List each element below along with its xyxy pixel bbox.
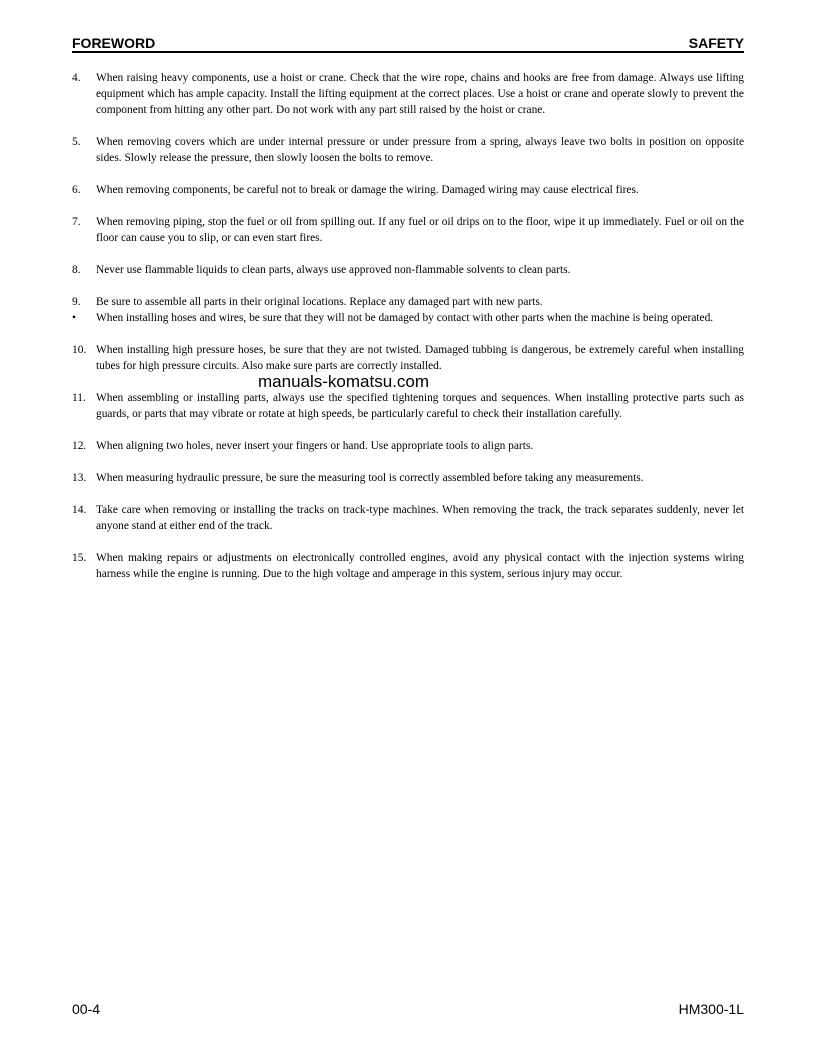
safety-list [72,70,744,582]
item-number: 15. [72,552,87,564]
item-number: 5. [72,136,81,148]
item-number: 6. [72,184,81,196]
list-item [72,182,744,198]
page-number: 00-4 [72,1001,101,1017]
item-text: When making repairs or adjustments on electronically controlled engines, avoid any physical contact with the injection systems wiring harness while the engine is running. Due to the high voltage and amperage in this system, serious injury may occur. [96,552,744,580]
item-number: 13. [72,472,87,484]
watermark: manuals-komatsu.com [258,372,430,391]
bullet-marker: • [72,312,76,324]
item-number: 14. [72,504,87,516]
item-number: 9. [72,296,81,308]
page-header [72,35,744,53]
list-item [72,390,744,422]
item-text: When aligning two holes, never insert your fingers or hand. Use appropriate tools to align parts. [96,440,534,452]
list-item [72,502,744,534]
header-chapter-title: SAFETY [688,35,744,51]
list-item [72,70,744,118]
item-text: Never use flammable liquids to clean parts, always use approved non-flammable solvents to clean parts. [96,264,571,276]
list-item [72,262,744,278]
list-item [72,342,744,374]
list-item-bullet [72,310,744,326]
item-number: 11. [72,392,86,404]
item-text: When installing hoses and wires, be sure that they will not be damaged by contact with other parts when the machine is being operated. [96,312,714,324]
list-item [72,438,744,454]
header-section-title: FOREWORD [72,35,156,51]
item-number: 8. [72,264,81,276]
list-item [72,294,744,310]
item-text: When removing components, be careful not to break or damage the wiring. Damaged wiring may cause electrical fires. [96,184,639,196]
list-item [72,470,744,486]
list-item [72,214,744,246]
list-item [72,134,744,166]
item-text: When removing piping, stop the fuel or oil from spilling out. If any fuel or oil drips on to the floor, wipe it up immediately. Fuel or oil on the floor can cause you to slip, or can even start fires. [96,216,744,244]
model-number: HM300-1L [678,1001,744,1017]
item-text: When installing high pressure hoses, be sure that they are not twisted. Damaged tubbing is dangerous, be extremely careful when installing tubes for high pressure circuits. Also make sure parts are correctly installed. [96,344,744,372]
item-text: Be sure to assemble all parts in their original locations. Replace any damaged part with new parts. [96,296,543,308]
item-number: 4. [72,72,81,84]
item-number: 7. [72,216,81,228]
item-text: Take care when removing or installing the tracks on track-type machines. When removing the track, the track separates suddenly, never let anyone stand at either end of the track. [96,504,744,532]
item-text: When assembling or installing parts, always use the specified tightening torques and sequences. When installing protective parts such as guards, or parts that may vibrate or rotate at high speeds, be particularly careful to check their installation carefully. [96,392,744,420]
item-text: When removing covers which are under internal pressure or under pressure from a spring, always leave two bolts in position on opposite sides. Slowly release the pressure, then slowly loosen the bolts to remove. [96,136,744,164]
list-item [72,550,744,582]
item-text: When raising heavy components, use a hoist or crane. Check that the wire rope, chains and hooks are free from damage. Always use lifting equipment which has ample capacity. Install the lifting equipment at the correct places. Use a hoist or crane and operate slowly to prevent the component from hitting any other part. Do not work with any part still raised by the hoist or crane. [96,72,744,116]
item-number: 12. [72,440,87,452]
item-number: 10. [72,344,87,356]
item-text: When measuring hydraulic pressure, be sure the measuring tool is correctly assembled before taking any measurements. [96,472,644,484]
